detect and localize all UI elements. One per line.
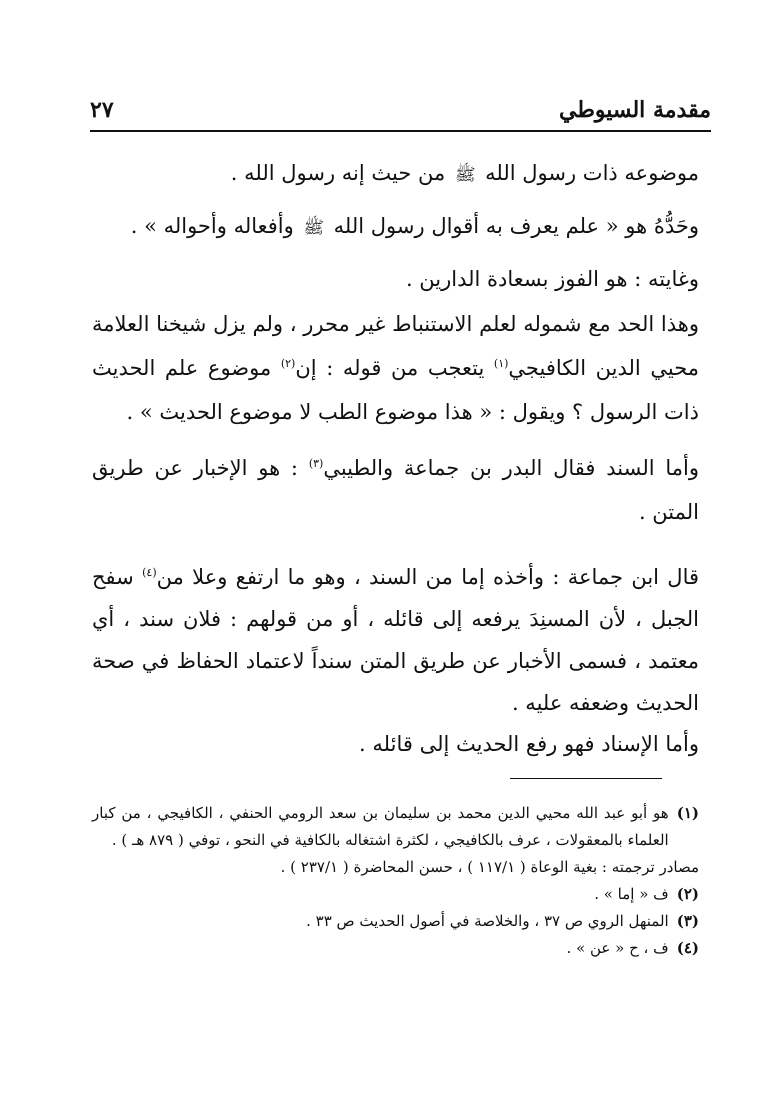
footnote-number: (١) (676, 804, 699, 822)
salawat-seal: ﷺ (454, 165, 476, 185)
paragraph-text: وغايته : هو الفوز بسعادة الدارين . (405, 267, 699, 291)
paragraph-text: موضوعه ذات رسول الله (478, 161, 699, 185)
footnote-ref-2[interactable]: (٢) (280, 357, 296, 370)
footnote-text: المنهل الروي ص ٣٧ ، والخلاصة في أصول الحديث ص ٣٣ . (306, 912, 669, 930)
footnote-ref-1[interactable]: (١) (493, 357, 509, 370)
footnote-text: ف ، ح « عن » . (566, 939, 669, 957)
paragraph-text: وأما الإسناد فهو رفع الحديث إلى قائله . (359, 732, 699, 756)
paragraph-definition (92, 201, 699, 254)
main-text (92, 148, 699, 305)
footnote-1-sources (92, 854, 699, 881)
footnote-separator (510, 778, 662, 779)
footnote-number: (٣) (676, 912, 699, 930)
footnote-number: (٤) (676, 939, 699, 957)
footnote-3 (92, 908, 699, 935)
paragraph-text: : هو الإخبار عن طريق المتن . (92, 456, 699, 524)
main-text-critique (92, 302, 699, 434)
footnote-ref-4[interactable]: (٤) (142, 566, 157, 579)
paragraph-text: وأما السند فقال البدر بن جماعة والطيبي (323, 456, 699, 480)
paragraph-text: موضوع علم الحديث ذات الرسول ؟ ويقول : « هذا موضوع الطب لا موضوع الحديث » . (92, 356, 699, 424)
running-title: مقدمة السيوطي (559, 97, 711, 123)
paragraph-purpose (92, 254, 699, 305)
footnotes (92, 800, 699, 962)
paragraph-text: يتعجب من قوله : إن (295, 356, 494, 380)
footnote-1 (92, 800, 699, 854)
paragraph-sanad (92, 446, 699, 534)
page-number: ٢٧ (90, 97, 114, 123)
main-text-sanad (92, 446, 699, 534)
paragraph-etymology (92, 556, 699, 724)
footnote-text: مصادر ترجمته : بغية الوعاة ( ١١٧/١ ) ، حسن المحاضرة ( ٢٣٧/١ ) . (280, 858, 699, 876)
paragraph-critique (92, 302, 699, 434)
main-text-isnad (92, 722, 699, 766)
paragraph-text: سفح الجبل ، لأن المسنِدَ يرفعه إلى قائله ، أو من قولهم : فلان سند ، أي معتمد ، فسمى الأخبار عن طريق المتن سنداً لاعتماد الحفاظ في صحة الحديث وضعفه عليه . (92, 565, 699, 715)
main-text-etymology (92, 556, 699, 724)
paragraph-text: وهذا الحد مع شموله لعلم الاستنباط غير محرر ، ولم يزل شيخنا العلامة محيي الدين الكافيجي (92, 312, 699, 380)
paragraph-text: وحَدُّهُ هو « علم يعرف به أقوال رسول الله (327, 214, 699, 238)
paragraph-text: قال ابن جماعة : وأخذه إما من السند ، وهو ما ارتفع وعلا من (156, 565, 700, 589)
footnote-ref-3[interactable]: (٣) (308, 457, 324, 470)
page-header (90, 92, 711, 128)
paragraph-text: من حيث إنه رسول الله . (230, 161, 452, 185)
header-rule (90, 130, 711, 132)
footnote-4 (92, 935, 699, 962)
footnote-number: (٢) (676, 885, 699, 903)
paragraph-isnad (92, 722, 699, 766)
salawat-seal: ﷺ (303, 218, 324, 238)
footnote-text: ف « إما » . (594, 885, 669, 903)
footnote-text: هو أبو عبد الله محيي الدين محمد بن سليمان بن سعد الرومي الحنفي ، الكافيجي ، من كبار العلماء بالمعقولات ، عرف بالكافيجي ، لكثرة اشتغاله بالكافية في النحو ، توفي ( ٨٧٩ هـ ) . (92, 804, 669, 849)
footnote-2 (92, 881, 699, 908)
paragraph-subject (92, 148, 699, 201)
paragraph-text: وأفعاله وأحواله » . (130, 214, 301, 238)
